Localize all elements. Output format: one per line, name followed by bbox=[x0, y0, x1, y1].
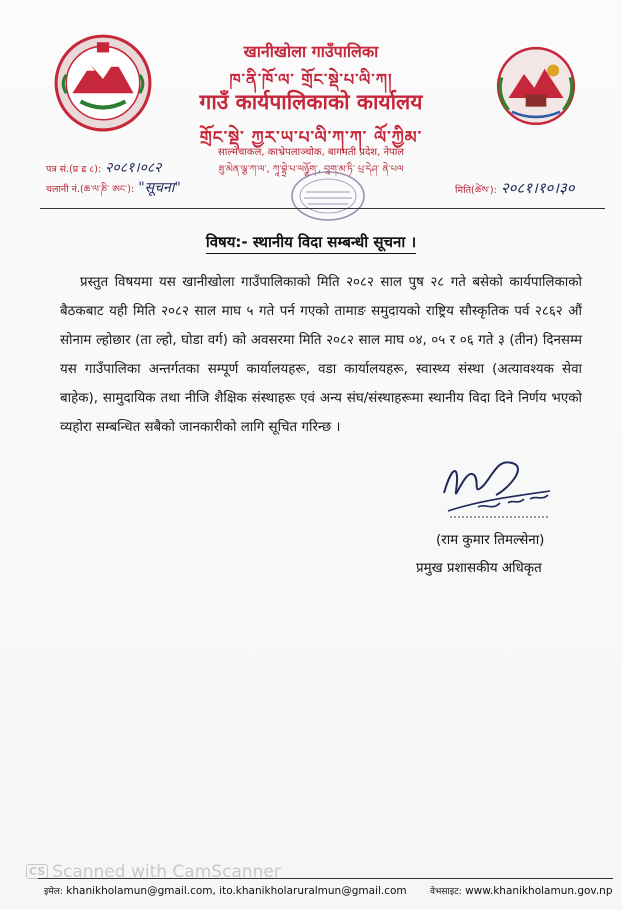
footer-email bbox=[44, 884, 407, 897]
reference-number bbox=[46, 158, 161, 177]
footer-website bbox=[430, 884, 613, 897]
reference-label: पत्र सं.(प्र द्र ८): bbox=[46, 164, 102, 175]
dispatch-number bbox=[46, 178, 181, 205]
date-value: २०८१।१०।३० bbox=[500, 179, 575, 197]
office-title-tibetan: གྲོང་སྡེ་ ཀྱར་ཡ་པ་ལི་ཀ་ཀ་ ལོ་ཀྱིམ་ bbox=[199, 128, 423, 148]
website-label: वेभसाइट: bbox=[430, 887, 462, 897]
signatory-name: (राम कुमार तिमल्सेना) bbox=[436, 533, 545, 548]
office-title-nepali: गाउँ कार्यपालिकाको कार्यालय bbox=[199, 90, 423, 114]
office-stamp bbox=[288, 168, 368, 224]
dispatch-value: "सूचना" bbox=[138, 180, 181, 196]
reference-value: २०८१।०८२ bbox=[105, 160, 162, 176]
letter-subject bbox=[0, 232, 622, 252]
email-label: इमेल: bbox=[44, 887, 63, 897]
scanner-watermark bbox=[26, 862, 281, 882]
website-value: www.khanikholamun.gov.np bbox=[465, 885, 613, 897]
notice-body: प्रस्तुत विषयमा यस खानीखोला गाउँपालिकाको मिति २०८२ साल पुष २८ गते बसेको कार्यपालिकाको बैठकबाट यही मिति २०८२ साल माघ ५ गते पर्न गएको तामाङ समुदायको राष्ट्रिय सौस्कृतिक पर्व २८६२ औं सोनाम ल्होछार (ता ल्हो, घोडा वर्ग) को अवसरमा मिति २०८२ साल माघ ०४, ०५ र ०६ गते ३ (तीन) दिनसम्म यस गाउँपालिका अन्तर्गतका सम्पूर्ण कार्यालयहरू, वडा कार्यालयहरू, स्वास्थ्य संस्था (अत्यावश्यक सेवा बाहेक), सामुदायिक तथा नीजि शैक्षिक संस्थाहरू एवं अन्य संघ/संस्थाहरूमा स्थानीय विदा दिने निर्णय भएको व्यहोरा सम्बन्धित सबैको जानकारीको लागि सूचित गरिन्छ । bbox=[60, 275, 582, 435]
email-value: khanikholamun@gmail.com, ito.khanikholaruralmun@gmail.com bbox=[66, 885, 407, 897]
dispatch-label: चलानी नं.(ཆ་ལ་ཎི་ ཨང་): bbox=[46, 184, 135, 195]
subject-text: विषय:- स्थानीय विदा सम्बन्धी सूचना । bbox=[206, 233, 416, 254]
letter-date bbox=[455, 178, 575, 206]
handwritten-signature bbox=[438, 445, 558, 525]
camscanner-logo-icon: CS bbox=[26, 864, 48, 879]
signatory-title: प्रमुख प्रशासकीय अधिकृत bbox=[416, 561, 542, 576]
office-name-nepali: खानीखोला गाउँपालिका bbox=[243, 42, 379, 61]
office-address: साल्मेचाकल, काभ्रेपलाञ्चोक, बागमती प्रदेश, नेपाल bbox=[217, 147, 405, 158]
office-address-alt: ཟུ་མེན་ལྕ་ཀ་ལ་, ཀཱ་བྷྲེ་པ་ལཉྩོག་, བཱག་མ་ཏི་ པྲ་དེཤ་ ནེ་པལ bbox=[218, 164, 404, 175]
office-name-tibetan: ཁ་ནི་ཁོ་ལ་ གྲོང་སྡེ་པ་ལི་ཀ། bbox=[229, 70, 393, 89]
date-label: मिति(ཚེས་): bbox=[455, 185, 497, 196]
footer-divider bbox=[38, 878, 613, 879]
watermark-text: Scanned with CamScanner bbox=[52, 862, 281, 882]
header-divider bbox=[40, 208, 605, 209]
